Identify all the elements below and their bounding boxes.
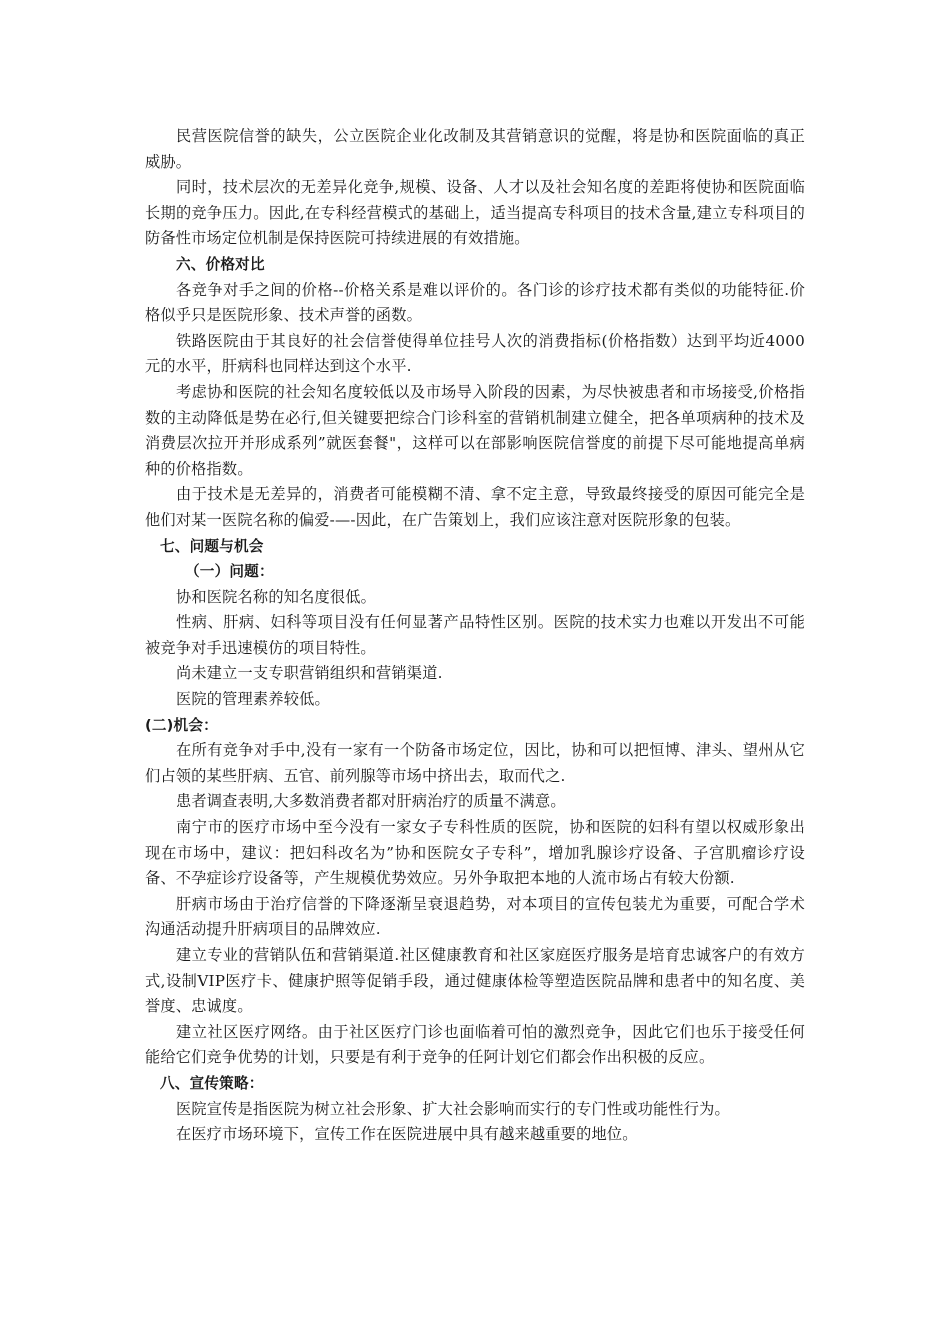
heading-promotion-strategy: 八、宣传策略： [160, 1074, 264, 1092]
paragraph-problem-2: 性病、肝病、妇科等项目没有任何显著产品特性区别。医院的技术实力也难以开发出不可能被竞争对手迅速模仿的项目特性。 [145, 613, 805, 657]
paragraph-railway-hospital: 铁路医院由于其良好的社会信誉使得单位挂号人次的消费指标(价格指数）达到平均近4000元的水平，肝病科也同样达到这个水平. [145, 331, 805, 376]
heading-problems: （一）问题： [185, 563, 274, 581]
document-page [145, 124, 805, 1148]
paragraph-threat: 民营医院信誉的缺失，公立医院企业化改制及其营销意识的觉醒，将是协和医院面临的真正威胁。 [145, 127, 805, 171]
paragraph-price-relation: 各竞争对手之间的价格--价格关系是难以评价的。各门诊的诊疗技术都有类似的功能特征.价格似乎只是医院形象、技术声誉的函数。 [145, 280, 805, 325]
heading-problems-opportunities: 七、问题与机会 [160, 537, 264, 555]
paragraph-opportunity-2: 患者调查表明,大多数消费者都对肝病治疗的质量不满意。 [176, 792, 566, 811]
paragraph-opportunity-4: 肝病市场由于治疗信誉的下降逐渐呈衰退趋势，对本项目的宣传包装尤为重要，可配合学术沟通活动提升肝病项目的品牌效应. [145, 894, 805, 939]
heading-opportunities: (二)机会： [145, 716, 218, 734]
paragraph-competition-pressure: 同时，技术层次的无差异化竞争,规模、设备、人才以及社会知名度的差距将使协和医院面临长期的竞争压力。因此,在专科经营模式的基础上，适当提高专科项目的技术含量,建立专科项目的防备性市场定位机制是保持医院可持续进展的有效措施。 [145, 178, 805, 248]
paragraph-problem-1: 协和医院名称的知名度很低。 [176, 587, 377, 606]
paragraph-promotion-importance: 在医疗市场环境下，宣传工作在医院进展中具有越来越重要的地位。 [176, 1125, 638, 1144]
paragraph-opportunity-3: 南宁市的医疗市场中至今没有一家女子专科性质的医院，协和医院的妇科有望以权威形象出现在市场中，建议：把妇科改名为”协和医院女子专科”，增加乳腺诊疗设备、子宫肌瘤诊疗设备、不孕症诊疗设备等，产生规模优势效应。另外争取把本地的人流市场占有较大份额. [145, 818, 805, 888]
paragraph-price-index: 考虑协和医院的社会知名度较低以及市场导入阶段的因素，为尽快被患者和市场接受,价格指数的主动降低是势在必行,但关键要把综合门诊科室的营销机制建立健全，把各单项病种的技术及消费层次拉开并形成系列”就医套餐"，这样可以在部影响医院信誉度的前提下尽可能地提高单病种的价格指数。 [145, 382, 805, 478]
paragraph-opportunity-1: 在所有竞争对手中,没有一家有一个防备市场定位，因比，协和可以把恒博、津头、望州从它们占领的某些肝病、五官、前列腺等市场中挤出去，取而代之. [145, 741, 805, 785]
paragraph-promotion-definition: 医院宣传是指医院为树立社会形象、扩大社会影响而实行的专门性或功能性行为。 [176, 1099, 730, 1118]
paragraph-brand-image: 由于技术是无差异的，消费者可能模糊不清、拿不定主意，导致最终接受的原因可能完全是他们对某一医院名称的偏爱-—-因此，在广告策划上，我们应该注意对医院形象的包装。 [145, 485, 805, 529]
paragraph-problem-3: 尚未建立一支专职营销组织和营销渠道. [176, 664, 443, 683]
paragraph-problem-4: 医院的管理素养较低。 [176, 690, 330, 709]
paragraph-opportunity-6: 建立社区医疗网络。由于社区医疗门诊也面临着可怕的激烈竞争，因此它们也乐于接受任何能给它们竞争优势的计划，只要是有利于竞争的任阿计划它们都会作出积极的反应。 [145, 1022, 805, 1067]
paragraph-opportunity-5: 建立专业的营销队伍和营销渠道.社区健康教育和社区家庭医疗服务是培育忠诚客户的有效方式,设制VIP医疗卡、健康护照等促销手段，通过健康体检等塑造医院品牌和患者中的知名度、美誉度、忠诚度。 [145, 946, 805, 1016]
heading-price-comparison: 六、价格对比 [176, 255, 265, 273]
